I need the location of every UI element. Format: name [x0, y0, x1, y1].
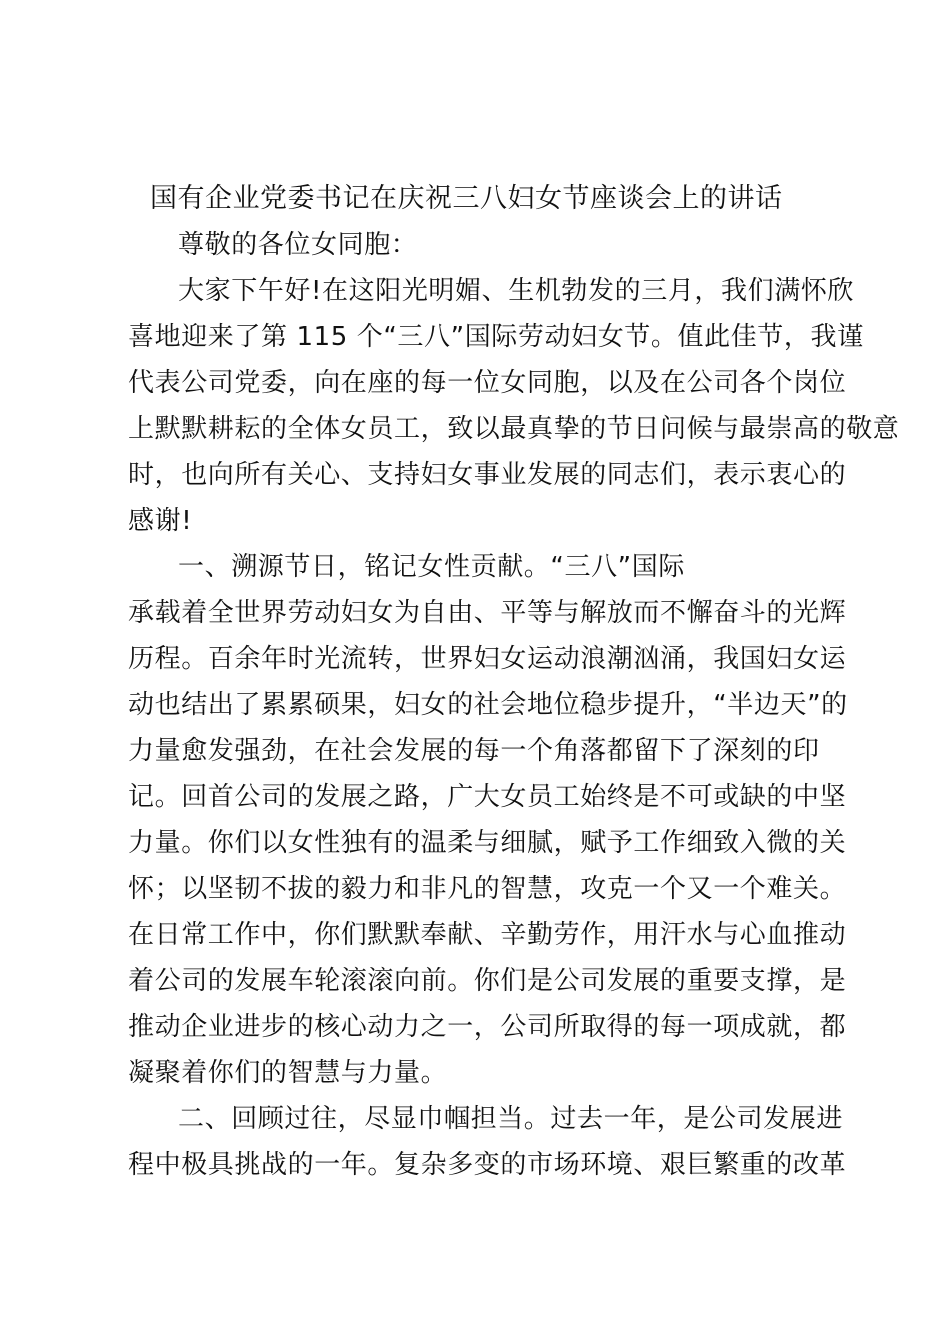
- paragraph-line: 大家下午好!在这阳光明媚、生机勃发的三月，我们满怀欣: [178, 276, 855, 306]
- paragraph-line: 时，也向所有关心、支持妇女事业发展的同志们，表示衷心的: [128, 460, 847, 490]
- paragraph-line: 怀；以坚韧不拔的毅力和非凡的智慧，攻克一个又一个难关。: [128, 874, 847, 904]
- section-heading-line: 二、回顾过往，尽显巾帼担当。过去一年，是公司发展进: [178, 1104, 844, 1134]
- paragraph-line: 推动企业进步的核心动力之一，公司所取得的每一项成就，都: [128, 1012, 847, 1042]
- paragraph-line: 上默默耕耘的全体女员工，致以最真挚的节日问候与最崇高的敬意: [128, 414, 900, 444]
- paragraph-line: 程中极具挑战的一年。复杂多变的市场环境、艰巨繁重的改革: [128, 1150, 847, 1180]
- paragraph-line: 感谢!: [128, 506, 193, 536]
- paragraph-line: 动也结出了累累硕果，妇女的社会地位稳步提升，“半边天”的: [128, 690, 848, 720]
- paragraph-line: 凝聚着你们的智慧与力量。: [128, 1058, 448, 1088]
- paragraph-line: 喜地迎来了第 115 个“三八”国际劳动妇女节。值此佳节，我谨: [128, 322, 864, 352]
- salutation: 尊敬的各位女同胞：: [178, 230, 418, 260]
- paragraph-line: 承载着全世界劳动妇女为自由、平等与解放而不懈奋斗的光辉: [128, 598, 847, 628]
- paragraph-line: 在日常工作中，你们默默奉献、辛勤劳作，用汗水与心血推动: [128, 920, 847, 950]
- paragraph-line: 着公司的发展车轮滚滚向前。你们是公司发展的重要支撑，是: [128, 966, 847, 996]
- paragraph-line: 历程。百余年时光流转，世界妇女运动浪潮汹涌，我国妇女运: [128, 644, 847, 674]
- document-title: 国有企业党委书记在庆祝三八妇女节座谈会上的讲话: [150, 183, 783, 214]
- paragraph-line: 力量。你们以女性独有的温柔与细腻，赋予工作细致入微的关: [128, 828, 847, 858]
- paragraph-line: 记。回首公司的发展之路，广大女员工始终是不可或缺的中坚: [128, 782, 847, 812]
- section-heading-line: 一、溯源节日，铭记女性贡献。“三八”国际: [178, 552, 685, 582]
- paragraph-line: 力量愈发强劲，在社会发展的每一个角落都留下了深刻的印: [128, 736, 820, 766]
- paragraph-line: 代表公司党委，向在座的每一位女同胞，以及在公司各个岗位: [128, 368, 847, 398]
